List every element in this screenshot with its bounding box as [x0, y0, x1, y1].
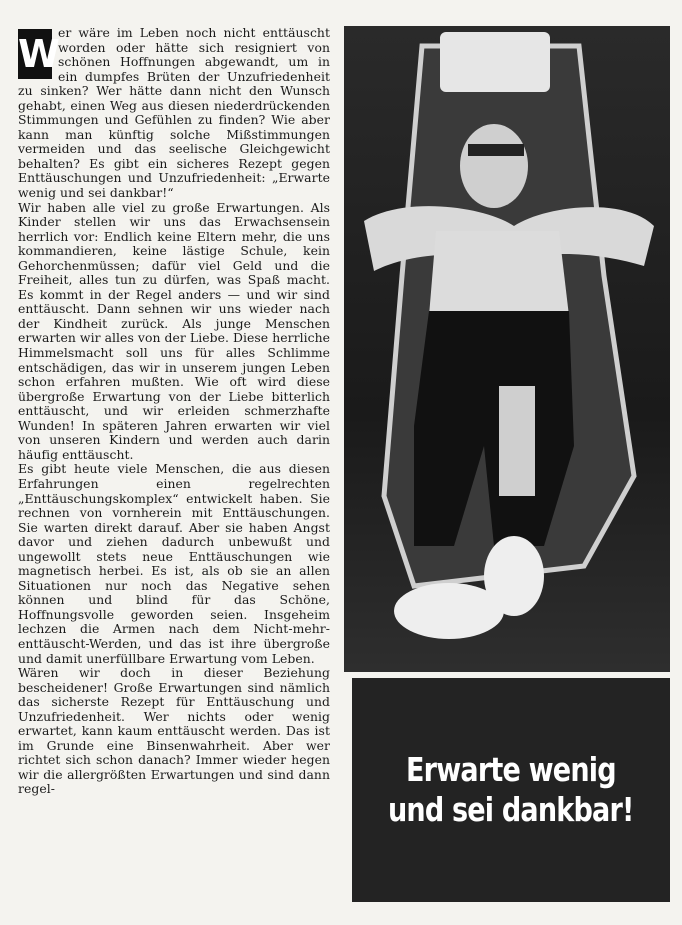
headline-line-1: Erwarte wenig — [406, 750, 616, 789]
drop-cap: W — [18, 29, 52, 79]
paragraph-1 — [18, 26, 330, 201]
article-body — [18, 26, 330, 797]
paragraph-2: Wir haben alle viel zu große Erwartungen. Als Kinder stellen wir uns das Erwachsensein herrlich vor: Endlich keine Eltern mehr, die uns kommandieren, keine lästige Schule, kein Gehorchenmüssen; dafür viel Geld und die Freiheit, alles tun zu dürfen, was Spaß macht. Es kommt in der Regel anders — und wir sind enttäuscht. Dann sehnen wir uns wieder nach der Kindheit zurück. Als junge Menschen erwarten wir alles von der Liebe. Diese herrliche Himmelsmacht soll uns für alles Schlimme entschädigen, das wir in unserem jungen Leben schon erfahren mußten. Wie oft wird diese übergroße Erwartung von der Liebe bitterlich enttäuscht, und wir erleiden schmerzhafte Wunden! In späteren Jahren erwarten wir viel von unseren Kindern und werden auch darin häufig enttäuscht. — [18, 199, 330, 462]
photo-illustration — [344, 26, 670, 672]
paragraph-1-text: er wäre im Leben noch nicht enttäuscht worden oder hätte sich resigniert von schönen Hoffnungen abgewandt, um in ein dumpfes Brüten der Unzufriedenheit zu sinken? Wer hätte dann nicht den Wunsch gehabt, einen Weg aus diesen niederdrückenden Stimmungen und Gefühlen zu finden? Wie aber kann man künftig solche Mißstimmungen vermeiden und das seelische Gleichgewicht behalten? Es gibt ein sicheres Rezept gegen Enttäuschungen und Unzufriedenheit: „Erwarte wenig und sei dankbar!“ — [18, 25, 330, 201]
headline-line-2: und sei dankbar! — [388, 790, 634, 829]
paragraph-3: Es gibt heute viele Menschen, die aus diesen Erfahrungen einen regelrechten „Enttäuschungskomplex“ entwickelt haben. Sie rechnen von vornherein mit Enttäuschungen. Sie warten direkt darauf. Aber sie haben Angst davor und ziehen dadurch unbewußt und ungewollt stets neue Enttäuschungen wie magnetisch herbei. Es ist, als ob sie an allen Situationen nur noch das Negative sehen können und blind für das Schöne, Hoffnungsvolle geworden seien. Insgeheim lechzen die Armen nach dem Nicht-mehr-enttäuscht-Werden, und das ist ihre übergroße und damit unerfüllbare Erwartung vom Leben. — [18, 461, 330, 666]
photo-man-in-deck-chair — [344, 26, 670, 672]
paragraph-4: Wären wir doch in dieser Beziehung bescheidener! Große Erwartungen sind nämlich das sicherste Rezept für Enttäuschung und Unzufriedenheit. Wer nichts oder wenig erwartet, kann kaum enttäuscht werden. Das ist im Grunde eine Binsenwahrheit. Aber wer richtet sich schon danach? Immer wieder hegen wir die allergrößten Erwartungen und sind dann regel- — [18, 665, 330, 797]
headline-banner — [352, 678, 670, 902]
